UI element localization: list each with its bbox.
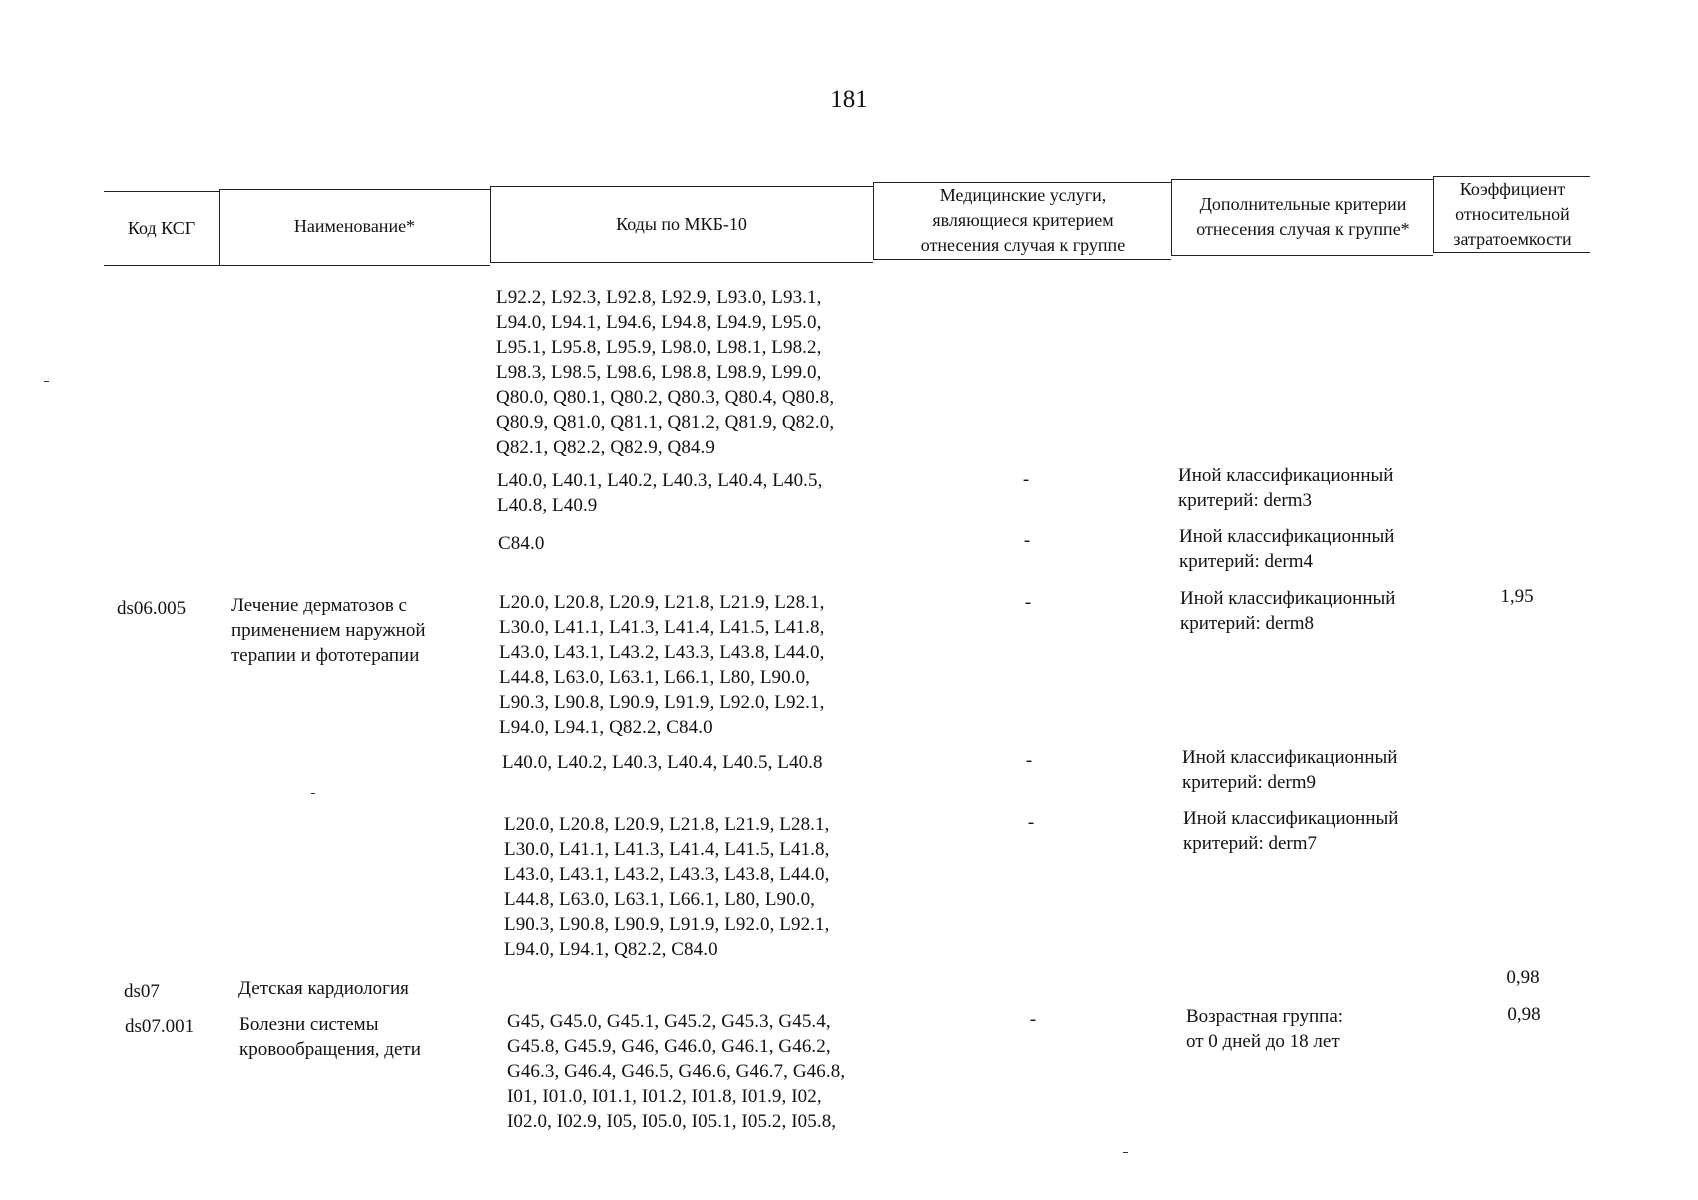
header-ksg-code: Код КСГ: [127, 217, 196, 238]
header-medical-services: Медицинские услуги, являющиеся критерием отнесения случая к группе: [920, 185, 1126, 255]
scan-speck: [1123, 1152, 1128, 1153]
icd-codes-cell: L40.0, L40.1, L40.2, L40.3, L40.4, L40.5, L40.8, L40.9: [497, 470, 823, 516]
criteria-cell: Иной классификационный критерий: derm8: [1180, 588, 1396, 634]
header-bottom-rule: [1433, 252, 1590, 253]
services-cell: -: [1025, 750, 1033, 771]
ksg-code-cell: ds07: [124, 981, 160, 1002]
criteria-cell: Иной классификационный критерий: derm4: [1179, 526, 1395, 572]
header-column-divider: [873, 182, 874, 259]
scan-speck: [44, 381, 49, 382]
name-cell: Детская кардиология: [238, 978, 409, 999]
icd-codes-cell: L40.0, L40.2, L40.3, L40.4, L40.5, L40.8: [502, 752, 823, 773]
icd-codes-cell: L20.0, L20.8, L20.9, L21.8, L21.9, L28.1, L30.0, L41.1, L41.3, L41.4, L41.5, L41.8, L43.0, L43.1, L43.2, L43.3, L43.8, L44.0, L44.8, L63.0, L63.1, L66.1, L80, L90.0, L90.3, L90.8, L90.9, L91.9, L92.0, L92.1, L94.0, L94.1, Q82.2, C84.0: [504, 814, 830, 960]
header-column-divider: [1171, 179, 1172, 255]
header-name: Наименование*: [293, 216, 416, 236]
header-additional-criteria: Дополнительные критерии отнесения случая к группе*: [1196, 194, 1410, 239]
ksg-code-cell: ds07.001: [125, 1016, 195, 1037]
header-bottom-rule: [1171, 255, 1433, 256]
coefficient-cell: 0,98: [1507, 1004, 1541, 1025]
services-cell: -: [1027, 812, 1035, 833]
scan-speck: [311, 793, 315, 794]
criteria-cell: Иной классификационный критерий: derm3: [1178, 465, 1394, 511]
icd-codes-cell: L92.2, L92.3, L92.8, L92.9, L93.0, L93.1, L94.0, L94.1, L94.6, L94.8, L94.9, L95.0, L95.1, L95.8, L95.9, L98.0, L98.1, L98.2, L98.3, L98.5, L98.6, L98.8, L98.9, L99.0, Q80.0, Q80.1, Q80.2, Q80.3, Q80.4, Q80.8, Q80.9, Q81.0, Q81.1, Q81.2, Q81.9, Q82.0, Q82.1, Q82.2, Q82.9, Q84.9: [496, 287, 835, 458]
services-cell: -: [1024, 592, 1032, 613]
services-cell: -: [1023, 530, 1031, 551]
criteria-cell: Иной классификационный критерий: derm9: [1182, 747, 1398, 793]
header-bottom-rule: [490, 262, 873, 263]
icd-codes-cell: G45, G45.0, G45.1, G45.2, G45.3, G45.4, G45.8, G45.9, G46, G46.0, G46.1, G46.2, G46.3, G46.4, G46.5, G46.6, G46.7, G46.8, I01, I01.0, I01.1, I01.2, I01.8, I01.9, I02, I02.0, I02.9, I05, I05.0, I05.1, I05.2, I05.8,: [507, 1011, 846, 1132]
page-number: 181: [830, 86, 868, 113]
header-coefficient: Коэффициент относительной затратоемкости: [1453, 178, 1572, 249]
icd-codes-cell: C84.0: [498, 533, 545, 554]
header-bottom-rule: [873, 259, 1171, 260]
ksg-code-cell: ds06.005: [117, 598, 187, 619]
coefficient-cell: 0,98: [1506, 967, 1540, 988]
criteria-cell: Иной классификационный критерий: derm7: [1183, 808, 1399, 854]
criteria-cell: Возрастная группа: от 0 дней до 18 лет: [1186, 1006, 1344, 1052]
header-icd-codes: Коды по МКБ-10: [616, 213, 747, 234]
header-column-divider: [1433, 176, 1434, 252]
name-cell: Лечение дерматозов с применением наружной терапии и фототерапии: [231, 595, 426, 666]
coefficient-cell: 1,95: [1500, 586, 1534, 607]
services-cell: -: [1022, 469, 1030, 490]
name-cell: Болезни системы кровообращения, дети: [239, 1014, 421, 1060]
header-bottom-rule: [104, 265, 490, 266]
services-cell: -: [1029, 1009, 1037, 1030]
icd-codes-cell: L20.0, L20.8, L20.9, L21.8, L21.9, L28.1, L30.0, L41.1, L41.3, L41.4, L41.5, L41.8, L43.0, L43.1, L43.2, L43.3, L43.8, L44.0, L44.8, L63.0, L63.1, L66.1, L80, L90.0, L90.3, L90.8, L90.9, L91.9, L92.0, L92.1, L94.0, L94.1, Q82.2, C84.0: [499, 592, 825, 738]
